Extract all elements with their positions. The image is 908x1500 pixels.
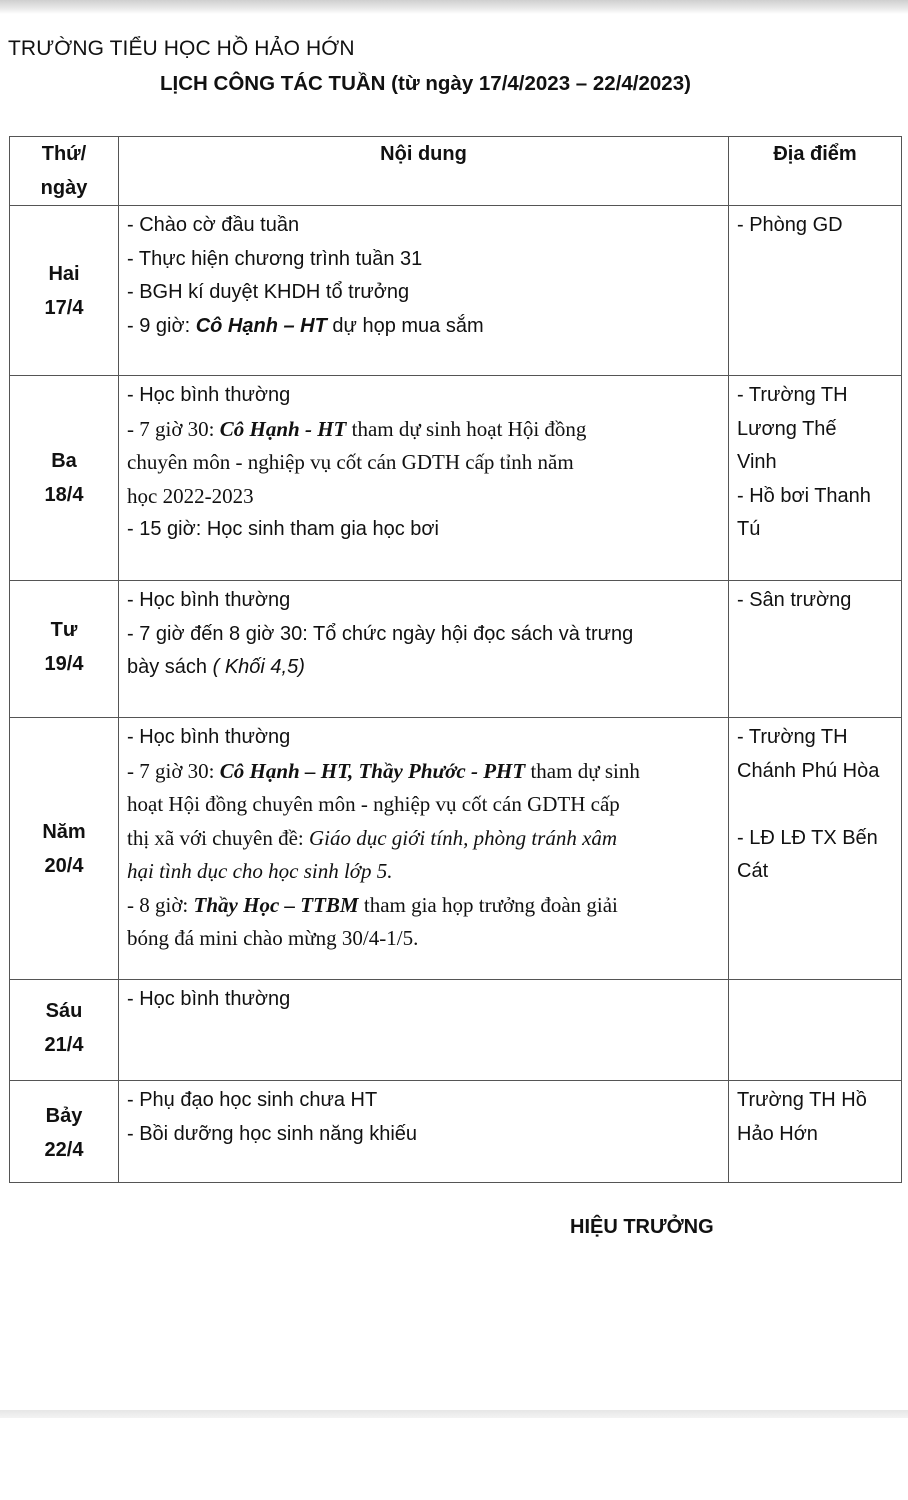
day-name: Tư [50, 619, 78, 641]
place-line: Lương Thế [737, 417, 837, 440]
schedule-table [9, 136, 902, 1183]
person-name: Cô Hạnh – HT, Thầy Phước - PHT [219, 758, 526, 783]
content-line [127, 310, 724, 344]
place-line: - Trường TH [737, 726, 848, 748]
content-cell [119, 980, 729, 1081]
content-line [127, 755, 724, 789]
table-row [10, 206, 902, 376]
signature-title: HIỆU TRƯỞNG [570, 1216, 714, 1238]
day-name: Hai [48, 262, 80, 285]
content-line: chuyên môn - nghiệp vụ cốt cán GDTH cấp tỉnh năm [127, 450, 574, 474]
content-line [127, 822, 724, 856]
content-line: - Học bình thường [127, 589, 291, 611]
place-line: - LĐ LĐ TX Bến [737, 826, 878, 849]
content-line [127, 855, 724, 889]
document-title: LỊCH CÔNG TÁC TUẦN (từ ngày 17/4/2023 – 22/4/2023) [160, 72, 691, 95]
place-line: - Trường TH [737, 384, 848, 406]
content-line: học 2022-2023 [127, 483, 254, 508]
place-line: Vinh [737, 451, 777, 473]
day-cell [10, 376, 119, 581]
text-segment: tham gia họp trưởng đoàn giải [358, 892, 618, 917]
italic-text: hại tình dục cho học sinh lớp 5. [127, 859, 393, 883]
place-line: - Phòng GD [737, 214, 843, 236]
content-line: bóng đá mini chào mừng 30/4-1/5. [127, 926, 419, 950]
place-line: Hảo Hớn [737, 1122, 818, 1145]
table-row [10, 1081, 902, 1183]
content-line: - 15 giờ: Học sinh tham gia học bơi [127, 518, 439, 540]
content-line: - Phụ đạo học sinh chưa HT [127, 1089, 378, 1111]
table-row [10, 980, 902, 1081]
text-segment: - 8 giờ: [127, 892, 194, 917]
text-segment: bày sách [127, 656, 213, 678]
content-cell [119, 1081, 729, 1183]
content-line: - BGH kí duyệt KHDH tổ trưởng [127, 281, 410, 303]
day-cell [10, 581, 119, 718]
day-date: 18/4 [44, 484, 84, 506]
text-segment: thị xã với chuyên đề: [127, 825, 309, 850]
place-cell [729, 581, 902, 718]
place-line: Tú [737, 518, 761, 540]
place-line: Chánh Phú Hòa [737, 759, 880, 782]
place-line [737, 788, 899, 822]
top-shadow-bar [0, 0, 908, 14]
content-cell [119, 376, 729, 581]
day-name: Ba [51, 450, 77, 472]
content-line [127, 651, 724, 685]
day-cell [10, 980, 119, 1081]
day-cell [10, 718, 119, 980]
day-date: 21/4 [44, 1034, 84, 1056]
content-line: - 7 giờ đến 8 giờ 30: Tổ chức ngày hội đọc sách và trưng [127, 622, 634, 645]
header-content: Nội dung [119, 137, 729, 206]
place-line: - Hồ bơi Thanh [737, 484, 871, 507]
person-name: Thầy Học – TTBM [193, 892, 359, 917]
day-date: 19/4 [44, 653, 84, 675]
content-line: - Chào cờ đầu tuần [127, 214, 300, 236]
day-date: 22/4 [44, 1138, 84, 1161]
day-name: Sáu [45, 1000, 83, 1022]
place-line: - Sân trường [737, 589, 852, 611]
italic-text: ( Khối 4,5) [212, 656, 305, 678]
content-line: - Học bình thường [127, 384, 291, 406]
day-date: 20/4 [44, 854, 84, 877]
day-cell [10, 206, 119, 376]
text-segment: tham dự sinh hoạt Hội đồng [346, 416, 587, 441]
table-row [10, 581, 902, 718]
place-cell [729, 206, 902, 376]
person-name: Cô Hạnh - HT [219, 416, 347, 441]
content-cell [119, 718, 729, 980]
content-cell [119, 206, 729, 376]
person-name: Cô Hạnh – HT [195, 314, 327, 337]
content-line: - Bồi dưỡng học sinh năng khiếu [127, 1122, 418, 1145]
place-cell [729, 1081, 902, 1183]
place-cell [729, 718, 902, 980]
content-line: - Thực hiện chương trình tuần 31 [127, 247, 423, 270]
content-line: - Học bình thường [127, 726, 291, 748]
table-header-row [10, 137, 902, 206]
text-segment: - 7 giờ 30: [127, 416, 220, 441]
header-day [10, 137, 119, 206]
place-cell [729, 980, 902, 1081]
text-segment: dự họp mua sắm [326, 314, 484, 337]
day-date: 17/4 [44, 296, 84, 319]
content-line [127, 413, 724, 447]
header-day-line1: Thứ/ [41, 143, 87, 165]
table-row [10, 376, 902, 581]
text-segment: - 7 giờ 30: [127, 758, 220, 783]
place-line: Trường TH Hồ [737, 1089, 867, 1111]
content-line: - Học bình thường [127, 988, 291, 1010]
content-line: hoạt Hội đồng chuyên môn - nghiệp vụ cốt cán GDTH cấp [127, 792, 620, 816]
school-name: TRƯỜNG TIỂU HỌC HỒ HẢO HỚN [8, 37, 355, 60]
day-name: Năm [42, 820, 86, 843]
content-line [127, 889, 724, 923]
header-day-line2: ngày [40, 177, 88, 199]
italic-text: Giáo dục giới tính, phòng tránh xâm [308, 825, 618, 850]
text-segment: tham dự sinh [525, 758, 640, 783]
day-name: Bảy [45, 1104, 83, 1127]
place-cell [729, 376, 902, 581]
content-cell [119, 581, 729, 718]
day-cell [10, 1081, 119, 1183]
place-line: Cát [737, 860, 769, 882]
text-segment: - 9 giờ: [127, 314, 196, 337]
bottom-shadow-bar [0, 1410, 908, 1418]
header-place: Địa điểm [729, 137, 902, 206]
table-row [10, 718, 902, 980]
